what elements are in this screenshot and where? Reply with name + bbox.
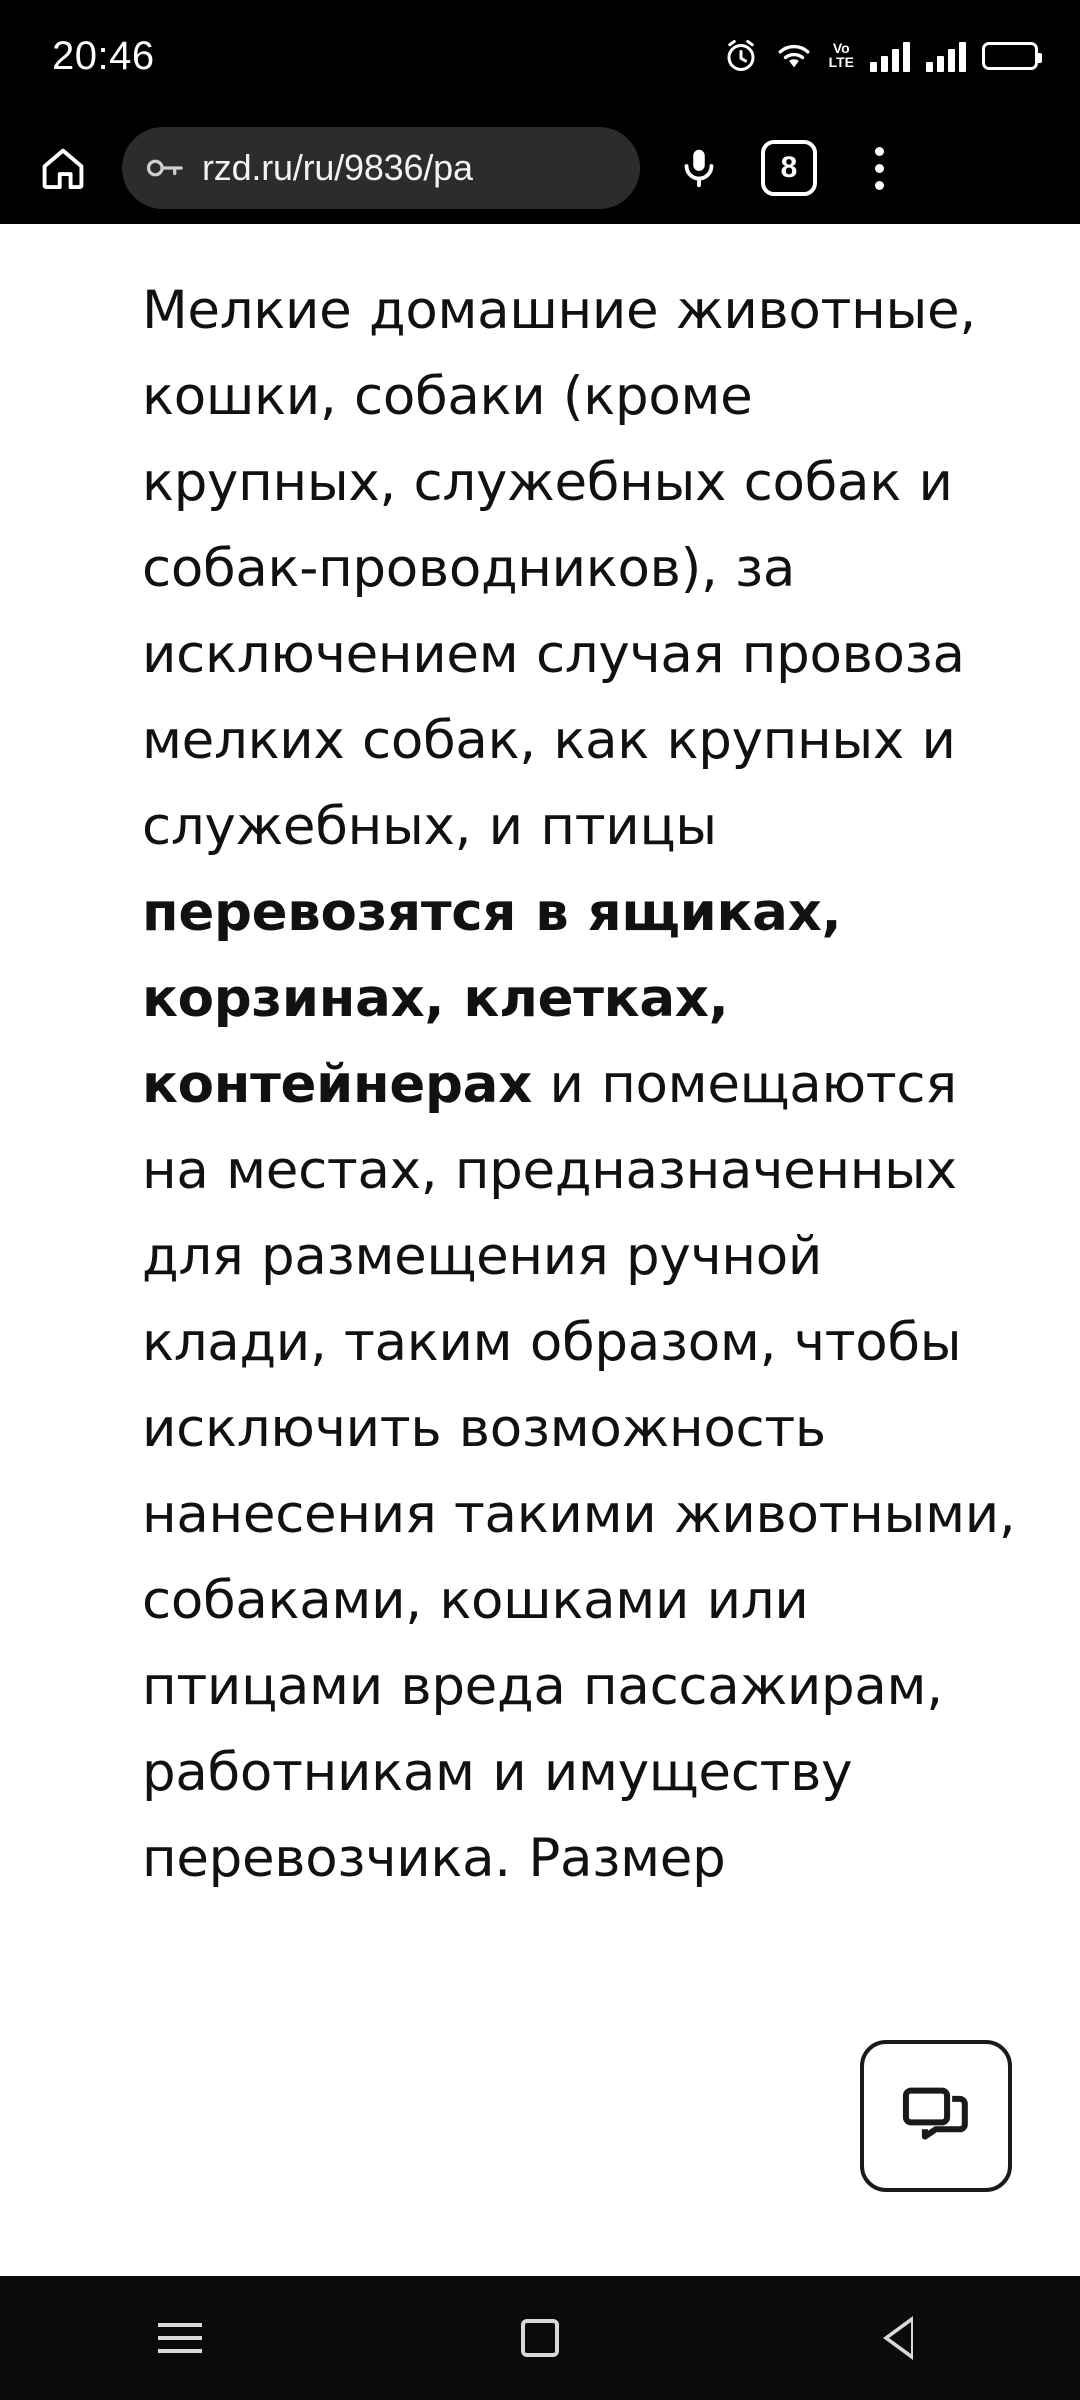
microphone-icon[interactable] (660, 129, 738, 207)
system-navigation-bar (0, 2276, 1080, 2400)
page-content[interactable] (0, 224, 1080, 2276)
signal-bars-icon-1 (870, 40, 910, 72)
url-text: rzd.ru/ru/9836/pa (202, 147, 473, 188)
signal-bars-icon-2 (926, 40, 966, 72)
paragraph-part-3: и помещаются на местах, предназначенных для размещения ручной клади, таким образом, чтобы исключить возможность нанесения такими животными, собаками, кошками или птицами вреда пассажирам, работникам и имуществу перевозчика. Размер (142, 1054, 1016, 1889)
paragraph-part-1: Мелкие домашние животные, кошки, собаки (кроме крупных, служебных собак и собак-проводников), за исключением случая провоза мелких собак, как крупных и служебных, и птицы (142, 280, 976, 857)
more-options-icon[interactable] (840, 129, 918, 207)
tab-counter-button[interactable] (750, 129, 828, 207)
battery-icon (982, 42, 1038, 70)
url-bar[interactable] (122, 127, 640, 209)
wifi-icon (775, 41, 813, 71)
status-bar (0, 0, 1080, 112)
home-button[interactable] (480, 2276, 600, 2400)
tab-count-label: 8 (761, 140, 817, 196)
site-settings-icon[interactable] (144, 152, 186, 184)
chat-bubbles-icon[interactable] (860, 2040, 1012, 2192)
recent-apps-icon (158, 2323, 202, 2353)
back-button[interactable] (840, 2276, 960, 2400)
home-icon[interactable] (24, 129, 102, 207)
browser-toolbar (0, 112, 1080, 224)
alarm-icon (723, 38, 759, 74)
home-square-icon (521, 2319, 559, 2357)
back-triangle-icon (885, 2316, 915, 2360)
page-paragraph (142, 268, 1020, 1902)
volte-icon: Vo LTE (828, 40, 854, 70)
status-icons (723, 38, 1038, 74)
recent-apps-button[interactable] (120, 2276, 240, 2400)
paragraph-part-2-bold: перевозятся в ящиках, корзинах, клетках, контейнерах (142, 882, 842, 1115)
status-clock: 20:46 (52, 33, 155, 78)
